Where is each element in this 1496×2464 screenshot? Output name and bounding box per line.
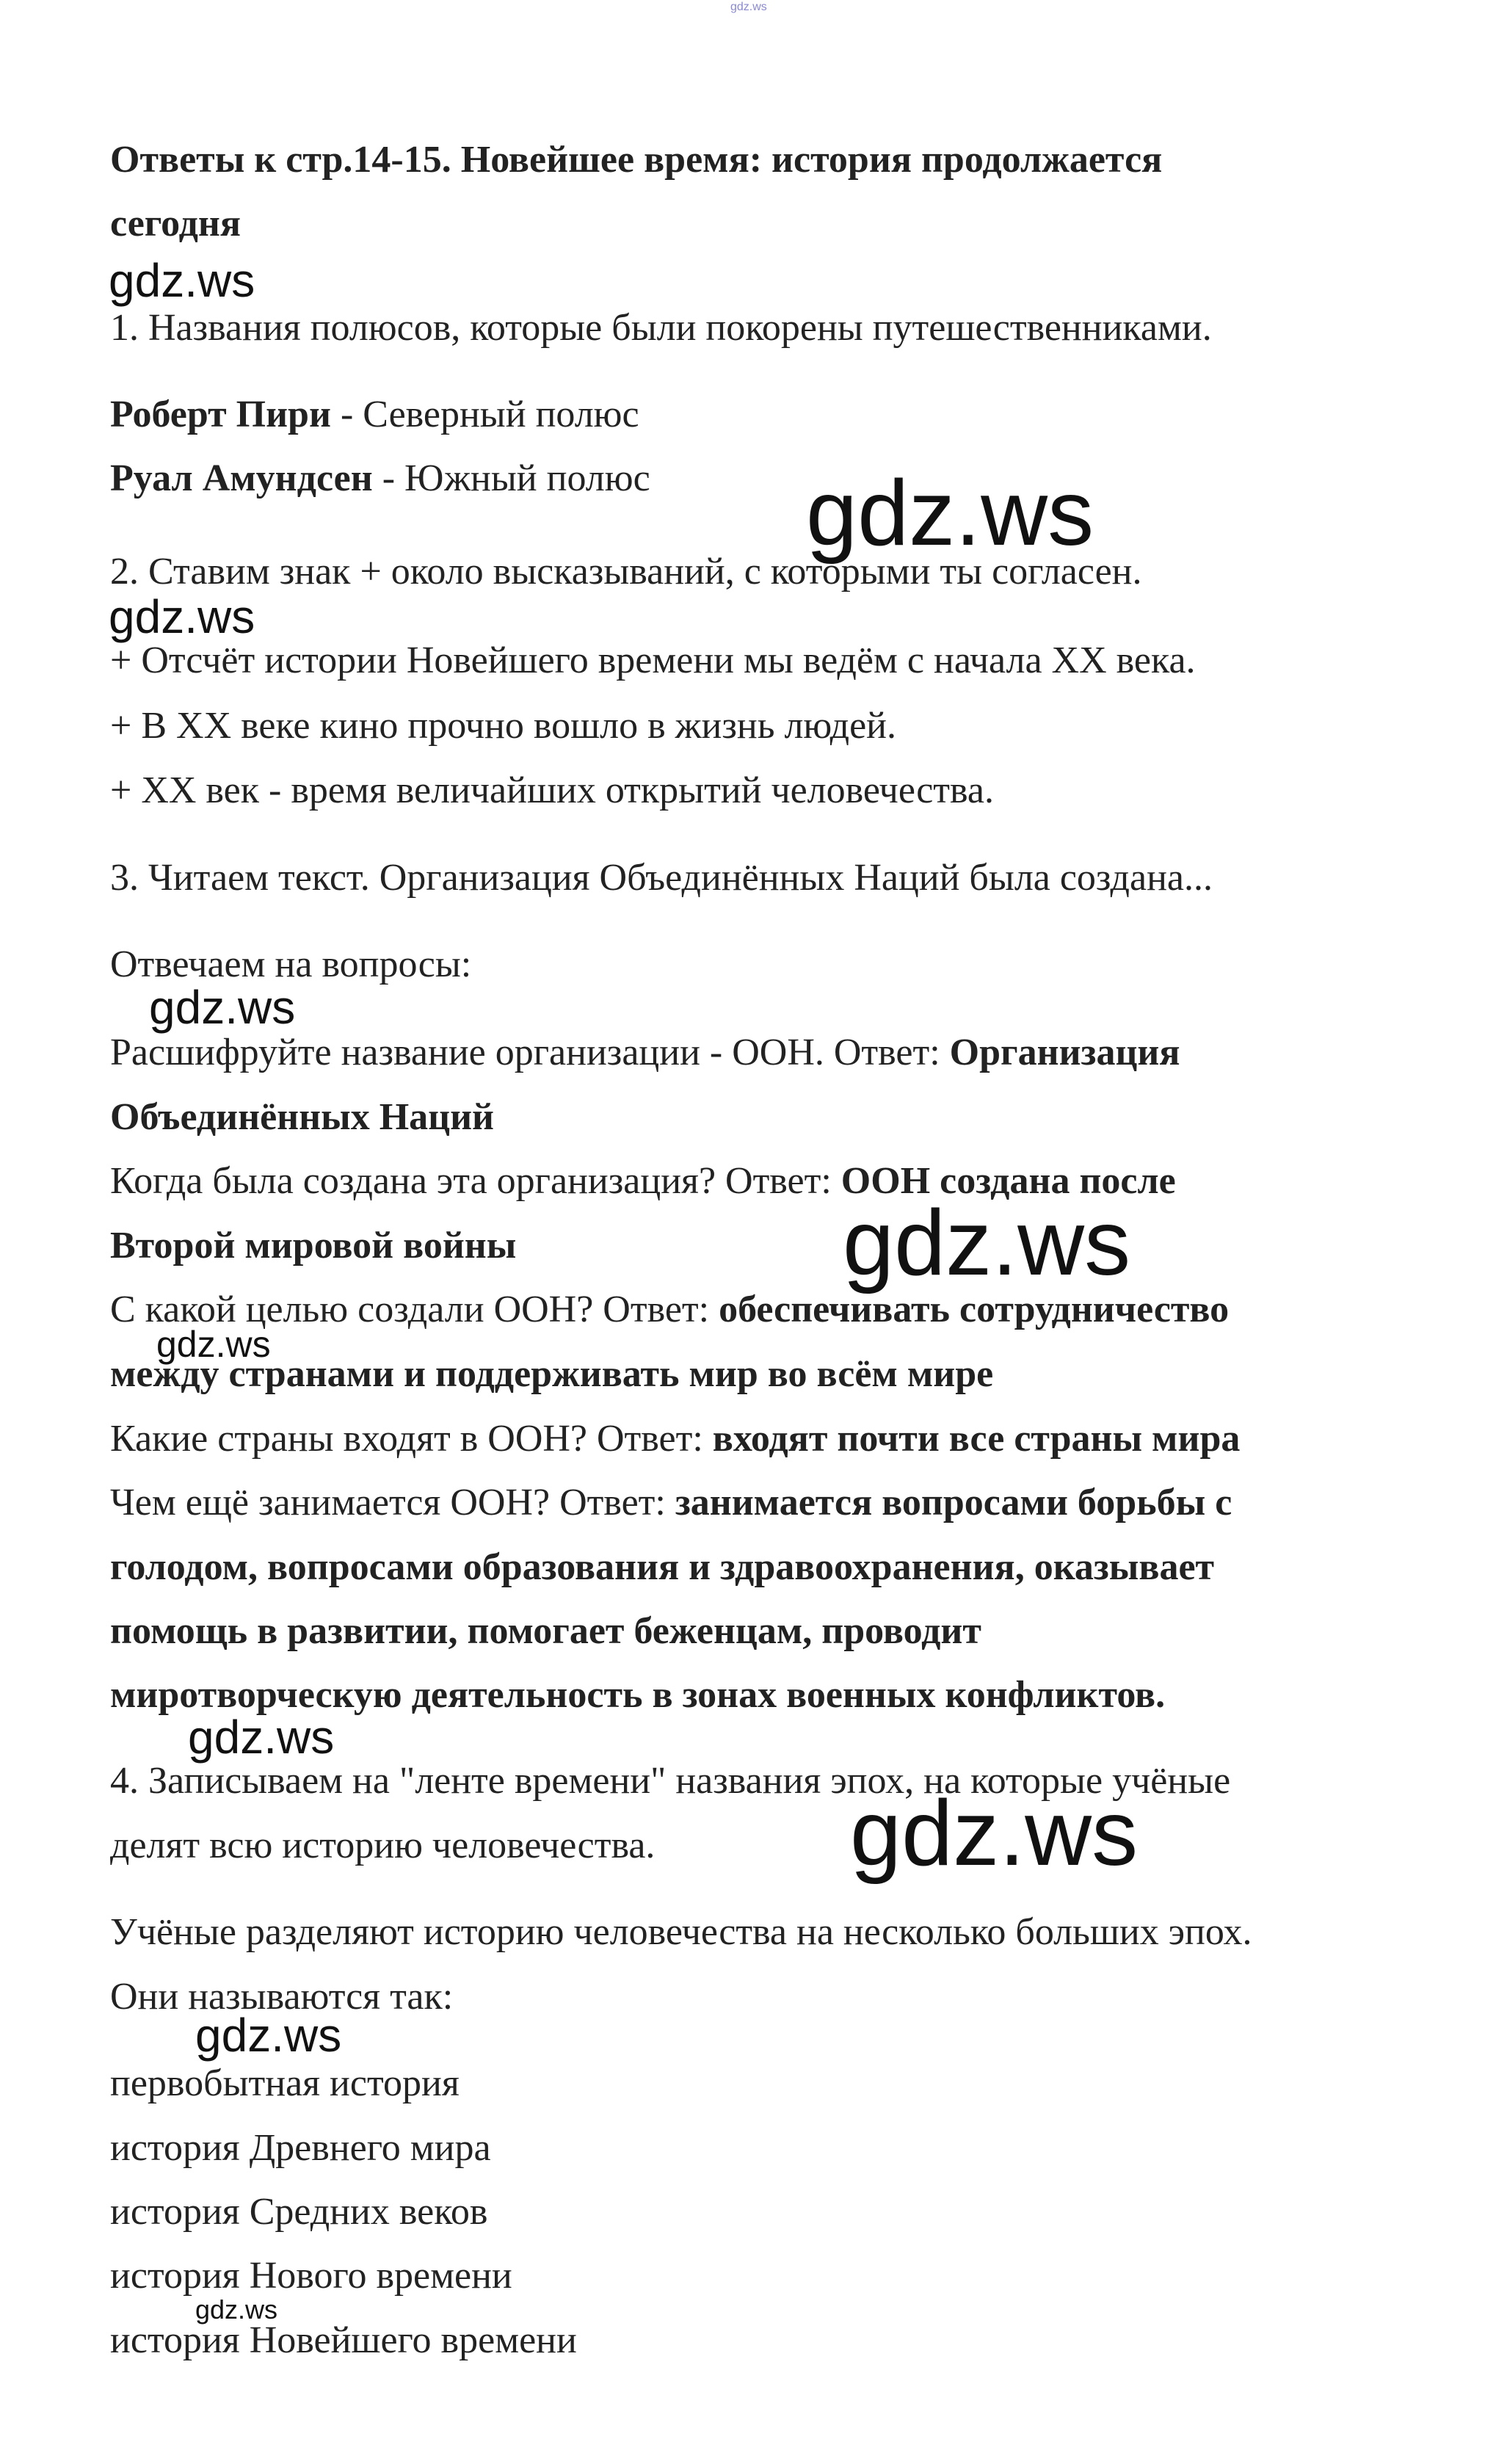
qa-answer: помощь в развитии, помогает беженцам, проводит bbox=[110, 1610, 981, 1652]
question-4: делят всю историю человечества. bbox=[110, 1825, 656, 1866]
qa-answer: обеспечивать сотрудничество bbox=[719, 1289, 1230, 1330]
statement: + Отсчёт истории Новейшего времени мы ведём с начала XX века. bbox=[110, 639, 1196, 681]
qa-answer: занимается вопросами борьбы с bbox=[675, 1482, 1232, 1523]
statement: + XX век - время величайших открытий человечества. bbox=[110, 769, 994, 811]
watermark: gdz.ws bbox=[806, 461, 1094, 565]
answer-text: - Северный полюс bbox=[330, 394, 639, 435]
watermark: gdz.ws bbox=[195, 2009, 342, 2062]
watermark: gdz.ws bbox=[109, 590, 255, 643]
qa-answer: между странами и поддерживать мир во всём мире bbox=[110, 1353, 994, 1395]
answer-line bbox=[110, 455, 650, 502]
answer-name: Роберт Пири bbox=[110, 394, 331, 435]
qa-answer: Объединённых Наций bbox=[110, 1096, 495, 1138]
era-item: история Нового времени bbox=[110, 2255, 512, 2297]
qa-question: Расшифруйте название организации - ООН. Ответ: bbox=[110, 1032, 950, 1073]
qa-answer: Второй мировой войны bbox=[110, 1225, 517, 1267]
era-item: первобытная история bbox=[110, 2062, 460, 2104]
page-title-line-1: Ответы к стр.14-15. Новейшее время: история продолжается bbox=[110, 139, 1163, 181]
watermark: gdz.ws bbox=[149, 981, 296, 1034]
answer-name: Руал Амундсен bbox=[110, 457, 373, 499]
question-2: 2. Ставим знак + около высказываний, с которыми ты согласен. bbox=[110, 551, 1142, 593]
qa-question: Чем ещё занимается ООН? Ответ: bbox=[110, 1482, 675, 1523]
watermark: gdz.ws bbox=[195, 2294, 278, 2325]
era-item: история Новейшего времени bbox=[110, 2319, 577, 2361]
qa-line bbox=[110, 1286, 1229, 1333]
era-item: история Древнего мира bbox=[110, 2127, 491, 2169]
question-1: 1. Названия полюсов, которые были покорены путешественниками. bbox=[110, 307, 1212, 349]
qa-question: С какой целью создали ООН? Ответ: bbox=[110, 1289, 719, 1330]
qa-line bbox=[110, 1029, 1180, 1076]
watermark: gdz.ws bbox=[109, 254, 255, 307]
page-title-line-2: сегодня bbox=[110, 203, 242, 244]
statement: + В XX веке кино прочно вошло в жизнь людей. bbox=[110, 705, 896, 747]
qa-question: Какие страны входят в ООН? Ответ: bbox=[110, 1418, 713, 1460]
eras-intro: Учёные разделяют историю человечества на несколько больших эпох. bbox=[110, 1911, 1252, 1953]
answer-text: - Южный полюс bbox=[372, 457, 650, 499]
answer-line bbox=[110, 391, 639, 438]
watermark: gdz.ws bbox=[843, 1191, 1131, 1294]
qa-line bbox=[110, 1479, 1232, 1526]
qa-line bbox=[110, 1416, 1240, 1463]
question-4: 4. Записываем на "ленте времени" названия эпох, на которые учёные bbox=[110, 1760, 1231, 1802]
qa-question: Когда была создана эта организация? Ответ: bbox=[110, 1160, 841, 1202]
watermark: gdz.ws bbox=[188, 1711, 335, 1764]
watermark-top: gdz.ws bbox=[730, 1, 767, 13]
qa-answer: миротворческую деятельность в зонах военных конфликтов. bbox=[110, 1674, 1166, 1716]
eras-intro: Они называются так: bbox=[110, 1976, 454, 2018]
watermark: gdz.ws bbox=[850, 1781, 1139, 1885]
era-item: история Средних веков bbox=[110, 2191, 488, 2233]
answer-intro: Отвечаем на вопросы: bbox=[110, 943, 472, 985]
qa-answer: ООН создана после bbox=[840, 1160, 1176, 1202]
watermark: gdz.ws bbox=[156, 1324, 271, 1365]
qa-answer: голодом, вопросами образования и здравоохранения, оказывает bbox=[110, 1546, 1215, 1588]
question-3: 3. Читаем текст. Организация Объединённых Наций была создана... bbox=[110, 857, 1213, 899]
qa-answer: Организация bbox=[949, 1032, 1180, 1073]
qa-answer: входят почти все страны мира bbox=[712, 1418, 1241, 1460]
